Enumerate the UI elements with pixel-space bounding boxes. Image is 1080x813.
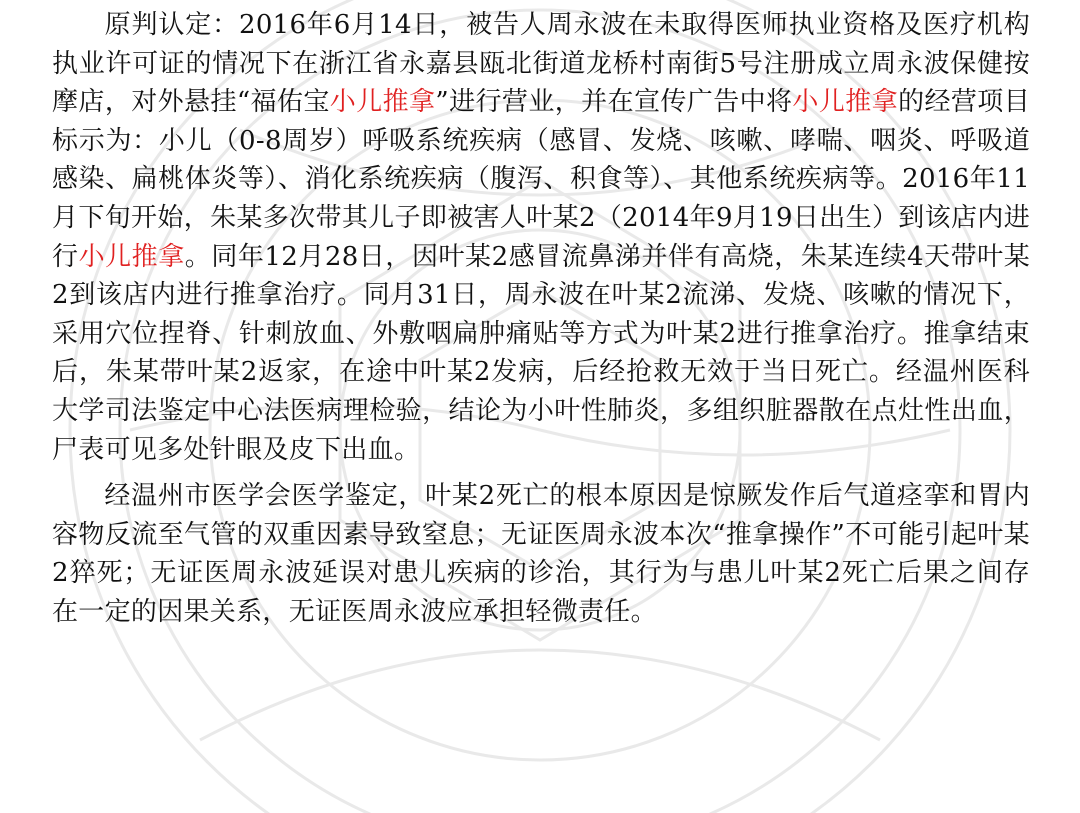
highlight-keyword: 小儿推拿 (329, 87, 436, 118)
paragraph-1-text-3: 的经营项目标示为：小儿（0-8周岁）呼吸系统疾病（感冒、发烧、咳嗽、哮喘、咽炎、呼吸道感染、扁桃体炎等）、消化系统疾病（腹泻、积食等）、其他系统疾病等。2016年11月下旬开始，朱某多次带其儿子即被害人叶某2（2014年9月19日出生）到该店内进行 (52, 87, 1030, 272)
paragraph-1-text-4: 。同年12月28日，因叶某2感冒流鼻涕并伴有高烧，朱某连续4天带叶某2到该店内进行推拿治疗。同月31日，周永波在叶某2流涕、发烧、咳嗽的情况下，采用穴位捏脊、针刺放血、外敷咽扁肿痛贴等方式为叶某2进行推拿治疗。推拿结束后，朱某带叶某2返家，在途中叶某2发病，后经抢救无效于当日死亡。经温州医科大学司法鉴定中心法医病理检验，结论为小叶性肺炎，多组织脏器散在点灶性出血，尸表可见多处针眼及皮下出血。 (52, 241, 1031, 465)
paragraph-1-text-1: 原判认定：2016年6月14日，被告人周永波在未取得医师执业资格及医疗机构执业许可证的情况下在浙江省永嘉县瓯北街道龙桥村南街5号注册成立周永波保健按摩店，对外悬挂“福佑宝 (52, 10, 1030, 118)
paragraph-1-text-2: ”进行营业，并在宣传广告中将 (435, 87, 793, 118)
paragraph-2 (0, 469, 1080, 631)
paragraph-2-text-1: 经温州市医学会医学鉴定，叶某2死亡的根本原因是惊厥发作后气道痉挛和胃内容物反流至气管的双重因素导致窒息；无证医周永波本次“推拿操作”不可能引起叶某2猝死；无证医周永波延误对患儿疾病的诊治，其行为与患儿叶某2死亡后果之间存在一定的因果关系，无证医周永波应承担轻微责任。 (52, 481, 1030, 627)
highlight-keyword: 小儿推拿 (78, 241, 185, 272)
highlight-keyword: 小儿推拿 (792, 87, 899, 118)
